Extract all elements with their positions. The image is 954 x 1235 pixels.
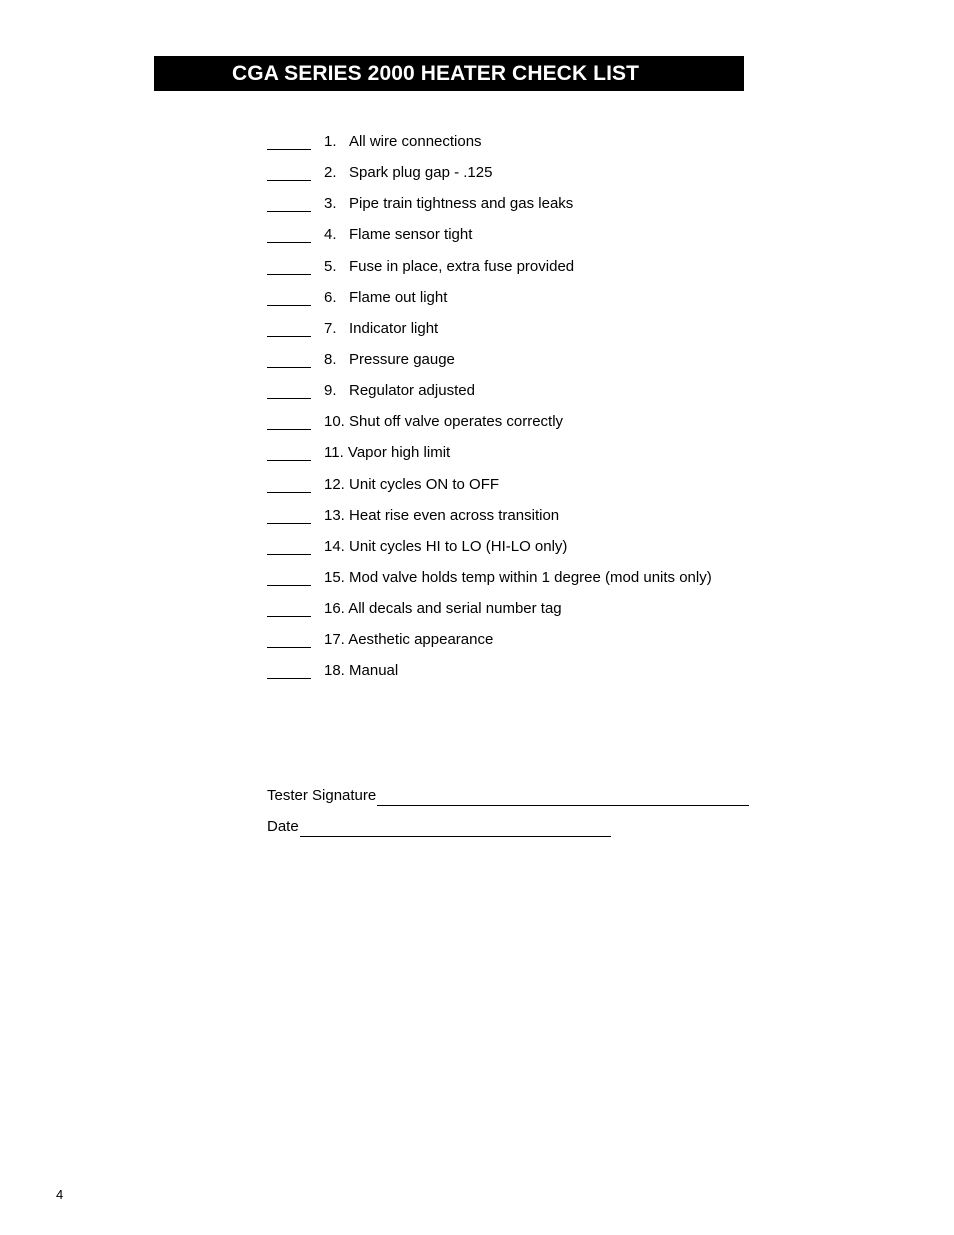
date-row (267, 817, 611, 837)
item-text: Indicator light (349, 319, 439, 337)
item-text: Flame sensor tight (349, 226, 473, 244)
item-number: 13. (324, 506, 345, 524)
item-text: Unit cycles HI to LO (HI-LO only) (349, 537, 568, 555)
checklist-item (267, 661, 787, 692)
checklist-item (267, 412, 787, 443)
item-number: 10. (324, 413, 345, 431)
item-number: 1. (324, 133, 337, 150)
checklist-item (267, 288, 787, 319)
checklist-item (267, 319, 787, 350)
item-text: Fuse in place, extra fuse provided (349, 257, 575, 275)
checklist-item (267, 475, 787, 506)
item-text: Regulator adjusted (349, 382, 475, 400)
checklist-item (267, 630, 787, 661)
check-blank[interactable] (267, 412, 311, 430)
check-blank[interactable] (267, 630, 311, 648)
check-blank[interactable] (267, 443, 311, 461)
item-number: 5. (324, 257, 337, 275)
date-field[interactable] (300, 820, 611, 837)
checklist-item (267, 257, 787, 288)
item-number: 14. (324, 537, 345, 555)
item-number: 15. (324, 568, 345, 586)
item-text: Aesthetic appearance (348, 631, 494, 649)
checklist-item (267, 381, 787, 412)
item-text: Pipe train tightness and gas leaks (349, 195, 574, 213)
item-number: 11. (324, 444, 344, 462)
check-blank[interactable] (267, 475, 311, 493)
check-blank[interactable] (267, 599, 311, 617)
item-text: All decals and serial number tag (348, 600, 562, 618)
item-number: 17. (324, 631, 345, 649)
item-number: 4. (324, 226, 337, 244)
item-text: Unit cycles ON to OFF (349, 475, 500, 493)
page-number: 4 (56, 1187, 64, 1202)
check-blank[interactable] (267, 163, 311, 181)
tester-signature-field[interactable] (377, 789, 749, 806)
item-text: Mod valve holds temp within 1 degree (mod units only) (349, 568, 712, 586)
check-blank[interactable] (267, 288, 311, 306)
checklist-item (267, 163, 787, 194)
page-title (154, 56, 744, 91)
checklist-item (267, 225, 787, 256)
item-text: Pressure gauge (349, 350, 455, 368)
item-number: 2. (324, 164, 337, 182)
check-blank[interactable] (267, 132, 311, 150)
checklist-item (267, 194, 787, 225)
item-number: 7. (324, 319, 337, 337)
item-number: 3. (324, 195, 337, 213)
tester-signature-row (267, 786, 749, 806)
checklist-item (267, 506, 787, 537)
check-blank[interactable] (267, 506, 311, 524)
item-number: 6. (324, 288, 337, 306)
item-text: Heat rise even across transition (349, 506, 560, 524)
item-number: 16. (324, 600, 345, 618)
checklist-item (267, 132, 787, 163)
check-blank[interactable] (267, 568, 311, 586)
checklist-item (267, 443, 787, 474)
item-number: 12. (324, 475, 345, 493)
item-text: Flame out light (349, 288, 448, 306)
check-blank[interactable] (267, 257, 311, 275)
check-blank[interactable] (267, 225, 311, 243)
checklist-item (267, 568, 787, 599)
checklist-item (267, 537, 787, 568)
tester-signature-label: Tester Signature (267, 787, 377, 804)
check-blank[interactable] (267, 350, 311, 368)
item-number: 18. (324, 662, 345, 680)
item-text: All wire connections (349, 133, 482, 150)
page-title-text: CGA SERIES 2000 HEATER CHECK LIST (232, 62, 640, 85)
checklist (267, 132, 787, 693)
check-blank[interactable] (267, 194, 311, 212)
item-text: Spark plug gap - .125 (349, 164, 493, 182)
checklist-item (267, 350, 787, 381)
check-blank[interactable] (267, 319, 311, 337)
item-text: Vapor high limit (347, 444, 451, 462)
check-blank[interactable] (267, 537, 311, 555)
checklist-item (267, 599, 787, 630)
item-text: Shut off valve operates correctly (349, 413, 564, 431)
check-blank[interactable] (267, 661, 311, 679)
date-label: Date (267, 818, 299, 835)
check-blank[interactable] (267, 381, 311, 399)
item-text: Manual (349, 662, 399, 680)
item-number: 9. (324, 382, 337, 400)
item-number: 8. (324, 350, 337, 368)
